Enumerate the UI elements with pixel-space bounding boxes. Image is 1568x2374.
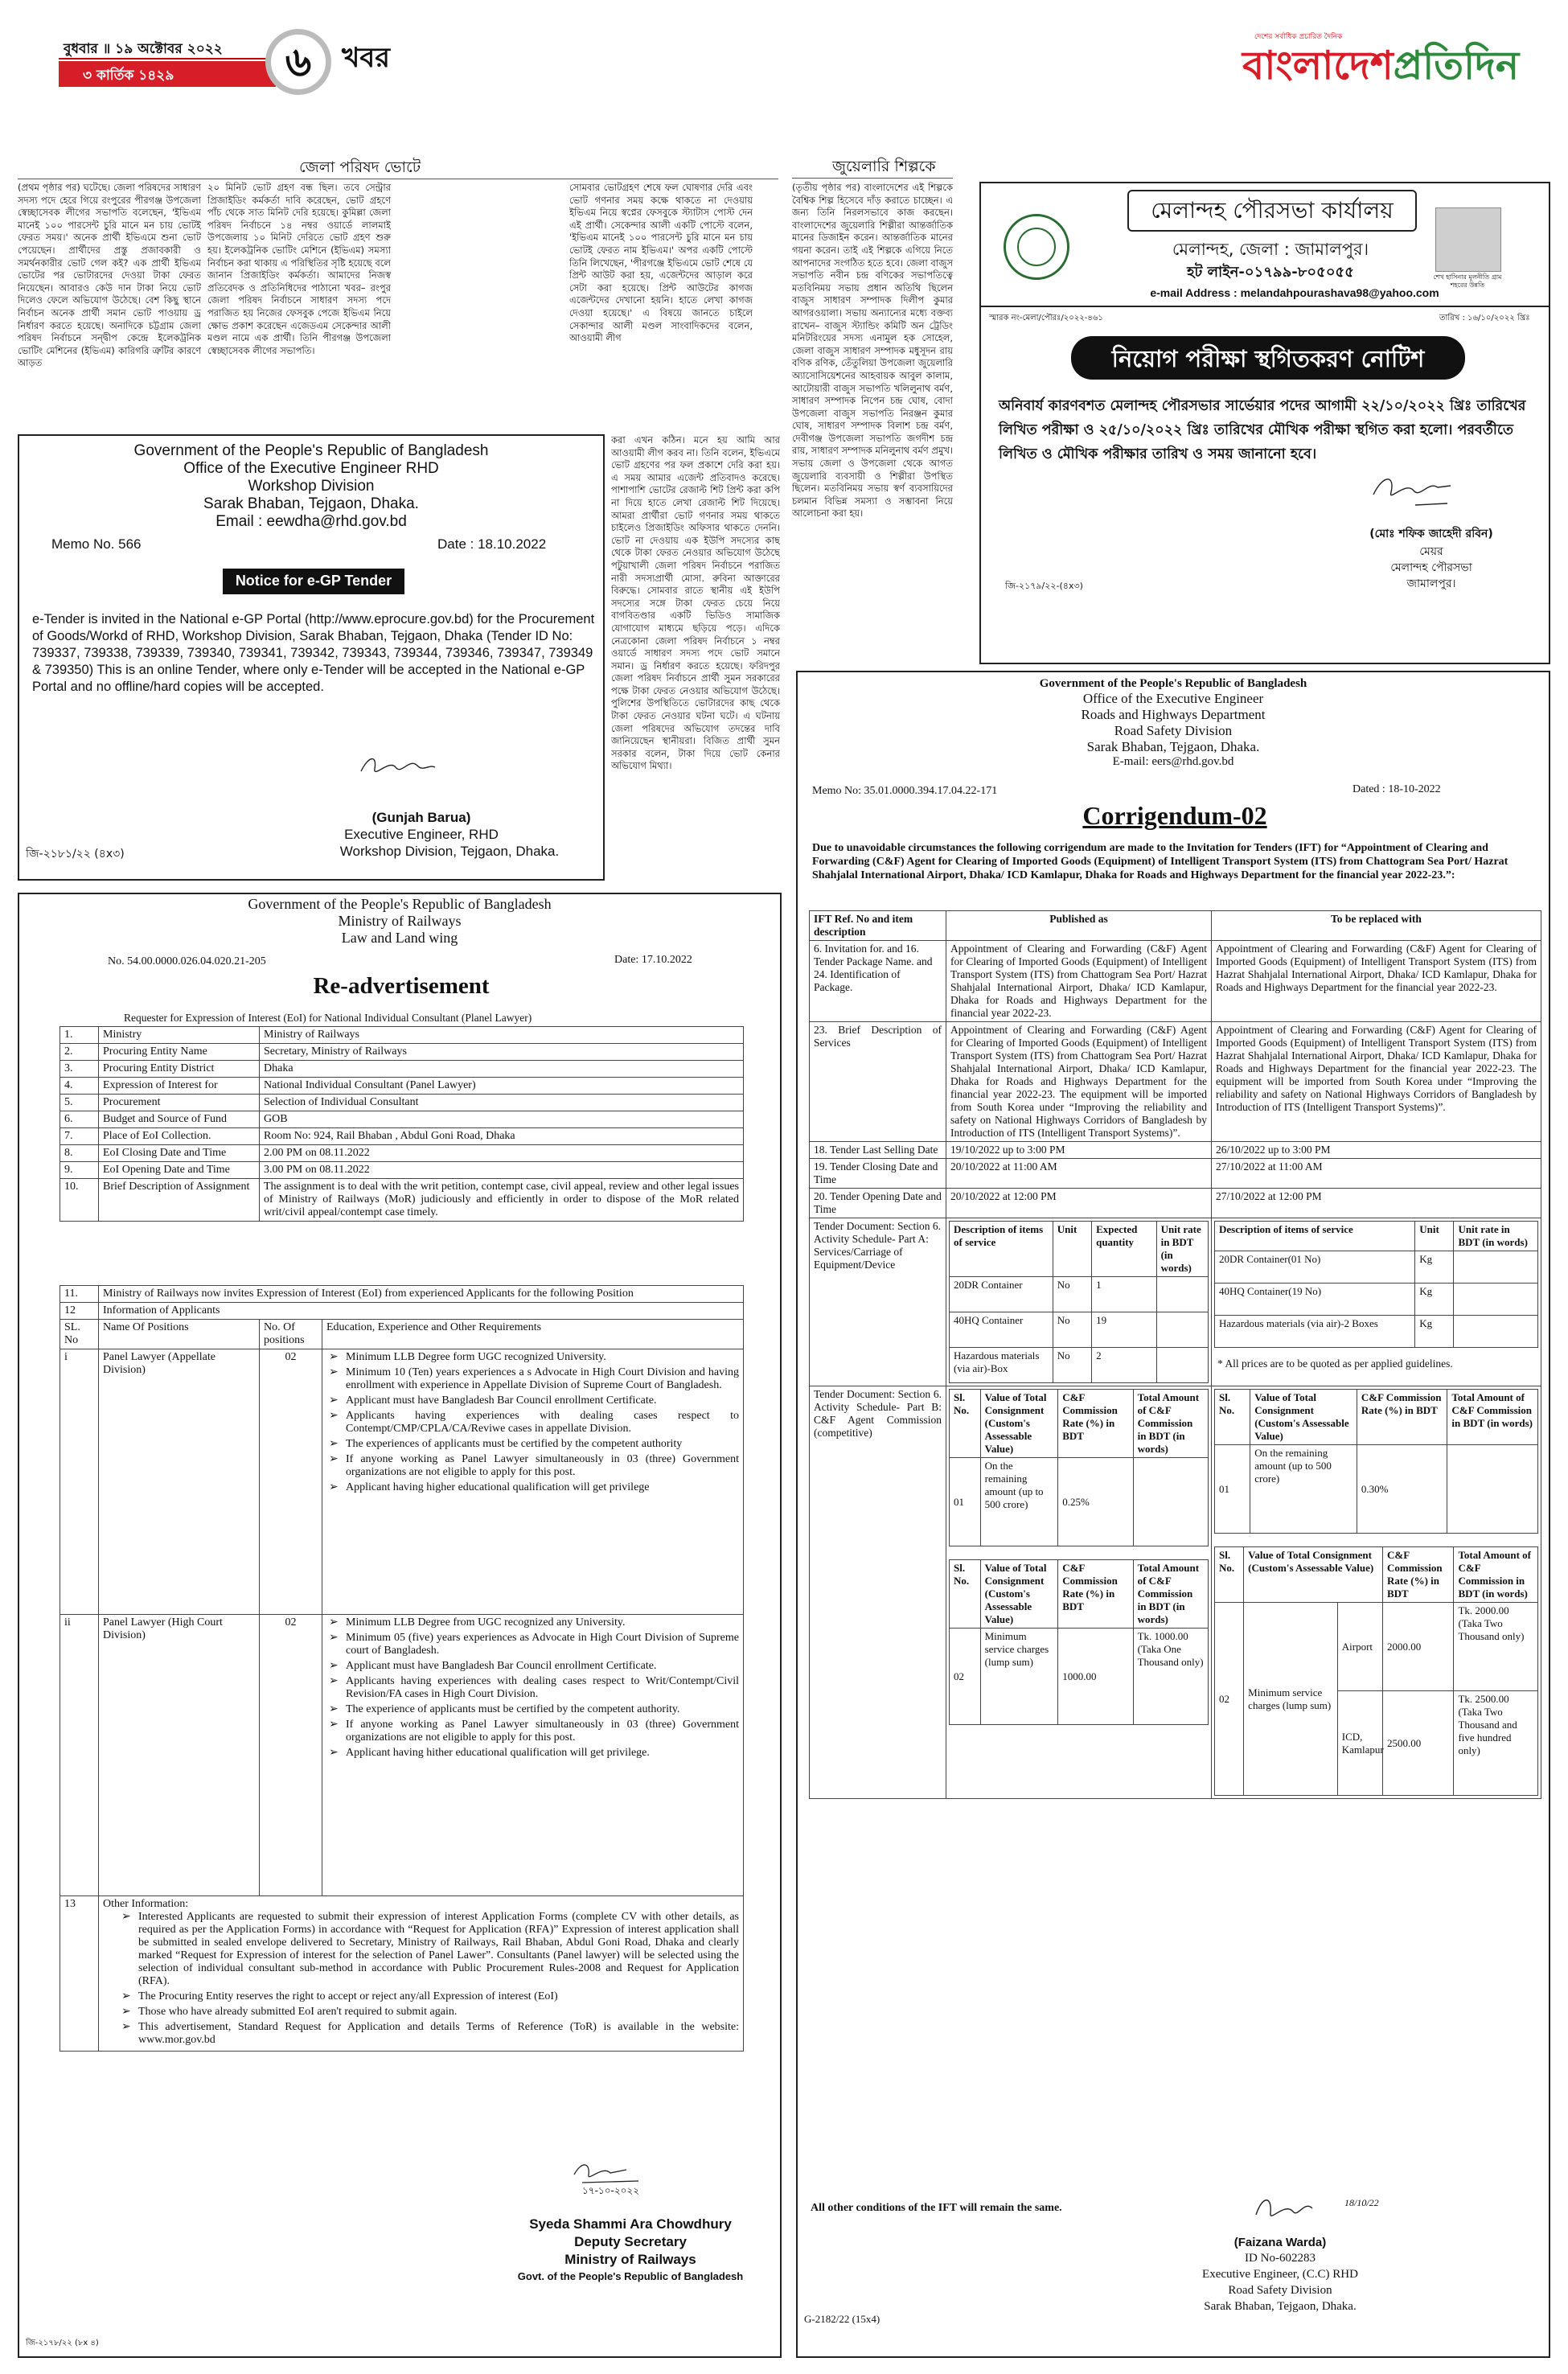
bangla-date: ৩ কার্তিক ১৪২৯ (59, 61, 276, 87)
pourashava-sig-office: মেলান্দহ পৌরসভা (1390, 561, 1472, 574)
info-row-label: EoI Opening Date and Time (99, 1162, 260, 1179)
corr-intro: Due to unavoidable circumstances the following corrigendum are made to the Invitation for Tenders (IFT) for “Appointment of Clearing and Forwarding (C&F) Agent for Clearing of Imported Goods (Equipment) of Intelligent Transport System (ITS) from Chattogram Sea Port/ Hazrat Shahjalal International Airport, Dhaka/ ICD Kamlapur, Dhaka for Roads and Highways Department for the financial year 2022-23.”: (812, 842, 1508, 881)
position-row-2 (60, 1615, 744, 1896)
corr-row-closing-ref: 19. Tender Closing Date and Time (810, 1159, 946, 1189)
railway-readvertisement (18, 893, 782, 2358)
info-row-value: Ministry of Railways (260, 1027, 744, 1044)
position-1-count: 02 (260, 1349, 322, 1615)
row-11 (60, 1286, 744, 1303)
part-c-old-h-val: Value of Total Consignment (Custom's Assessable Value) (980, 1560, 1058, 1629)
info-row-value: Dhaka (260, 1061, 744, 1078)
part-c-new-header (1215, 1547, 1538, 1603)
part-a-old-row (950, 1277, 1209, 1312)
part-a-new-unit: Kg (1415, 1251, 1454, 1284)
rhd-corrigendum (796, 671, 1550, 2358)
position-row-1 (60, 1349, 744, 1615)
requirement-item: ➢ Applicants having experiences with dealing cases respect to Writ/Contempt/Civil Revision/FA cases in High Court Division. (326, 1675, 739, 1701)
info-row-value: Secretary, Ministry of Railways (260, 1044, 744, 1061)
corr-sig-address: Sarak Bhaban, Tejgaon, Dhaka. (1204, 2300, 1357, 2313)
corr-row-package-old: Appointment of Clearing and Forwarding (C&F) Agent for Clearing of Imported Goods (Equipment) of Intelligent Transport System (ITS) from Chattogram Sea Port/ Hazrat Shahjalal International Airport, Dhaka/ ICD Kamlapur, Dhaka for Roads and Highways Department for the financial year 2022-23. (946, 941, 1212, 1022)
corr-memo: Memo No: 35.01.0000.394.17.04.22-171 (812, 785, 998, 797)
part-b-old-rate: 0.25% (1058, 1458, 1133, 1546)
corr-row-closing-old: 20/10/2022 at 11:00 AM (946, 1159, 1212, 1189)
part-b-old-table (949, 1389, 1209, 1546)
part-a-old-table (949, 1221, 1209, 1383)
header-count: No. Of positions (260, 1320, 322, 1349)
railway-info-table (60, 1026, 744, 1222)
info-row (60, 1027, 744, 1044)
railway-gd: জি-২১৭৮/২২ (৮x ৪) (26, 2339, 99, 2347)
part-a-new-rate (1454, 1284, 1538, 1316)
info-row (60, 1078, 744, 1095)
part-b-old-h-rate: C&F Commission Rate (%) in BDT (1058, 1390, 1133, 1458)
corr-row-opening-new: 27/10/2022 at 12:00 PM (1212, 1189, 1541, 1218)
part-c-old-sl: 02 (950, 1629, 981, 1725)
part-c-old-header (950, 1560, 1209, 1629)
pourashava-hotline: হট লাইন-০১৭৯৯-৮০৫০৫৫ (1187, 264, 1354, 281)
pourashava-title: মেলান্দহ পৌরসভা কার্যালয় (1151, 197, 1394, 224)
position-2-sl: ii (60, 1615, 99, 1896)
other-info-item: ➢ This advertisement, Standard Request for Application and details Terms of Reference (ToR) is available in the website: www.mor.gov.bd (119, 2021, 739, 2047)
masthead (0, 0, 1568, 153)
rhd-tender-body: e-Tender is invited in the National e-GP Portal (http://www.eprocure.gov.bd) for the Procurement of Goods/Workd of RHD, Workshop Division, Sarak Bhaban, Tejgaon, Dhaka (Tender ID No: 739337, 739338, 739339, 739340, 739341, 739342, 739343, 739344, 739346, 739347, 739349 & 739350) This is an online Tender, where only e-Tender will be accepted in the National e-GP Portal and no offline/hard copies will be accepted. (32, 612, 595, 694)
story-column-1: (প্রথম পৃষ্ঠার পর) ঘটেছে। জেলা পরিষদের সাধারণ সদস্য পদে হেরে গিয়ে রংপুরের পীরগঞ্জ উপজেলা স্বেচ্ছাসেবক লীগের সভাপতি বলেছেন, 'ইভিএম মানেই ১০০ পারসেন্ট চুরি মানে মন চায় ভোটই ফেরত সময়।' অনেক প্রার্থী ইভিএমে শুনা ভোট পেয়েছেন। প্রার্থীদের প্রস্তু প্রজাবকারী ও সমর্থনকারীর ভোট গেল কই? এক প্রার্থী ইভিএম ভোটের পর ভোটারদের দেওয়া টাকা ফেরত নিয়েছেন। আবারও কেউ দান টাকা নিয়ে ভোট দিলেও ফেলে অভিযোগ উঠেছে। বেশ কিছু স্থানে নির্বাচন অনেক প্রার্থী সমান ভোট পাওয়ায় ড্র নির্ধারণ করতে হয়েছে। অনাদিকে চট্টগ্রাম জেলা পরিষদ নির্বাচনে সন্দ্বীপ কেন্দ্রে ইলেকট্রনিক ভোটিং মেশিনের (ইভিএম) কারিগরি ত্রুটির কারণে আড়ত (18, 182, 201, 369)
part-c-old-tot: Tk. 1000.00 (Taka One Thousand only) (1133, 1629, 1208, 1725)
row-12-no: 12 (60, 1303, 99, 1320)
header-sl: SL. No (60, 1320, 99, 1349)
part-c-new-h-val: Value of Total Consignment (Custom's Assessable Value) (1244, 1547, 1383, 1603)
requirement-item: ➢ Minimum LLB Degree from UGC recognized any University. (326, 1616, 739, 1629)
info-row-value: Room No: 924, Rail Bhaban , Abdul Goni Road, Dhaka (260, 1128, 744, 1145)
railway-sig-designation: Deputy Secretary (574, 2234, 687, 2249)
part-a-new-row (1215, 1284, 1538, 1316)
part-a-old-h-unit: Unit (1053, 1222, 1091, 1277)
part-a-old-desc: Hazardous materials (via air)-Box (950, 1348, 1053, 1383)
corr-header (810, 911, 1541, 941)
rhd-division-line: Workshop Division (248, 478, 375, 495)
railway-handwritten-date: ১৭-১০-২০২২ (582, 2185, 640, 2196)
info-row (60, 1044, 744, 1061)
part-b-new-h-rate: C&F Commission Rate (%) in BDT (1357, 1390, 1447, 1445)
part-b-old-row (950, 1458, 1209, 1546)
story-column-3: সোমবার ভোটগ্রহণ শেষে ফল ঘোষণার দেরি এবং ভোট গণনার সময় কক্ষে থাকতে না দেওয়ায় ইভিএম নিয়ে স্বপ্নের ফেসবুকে স্ট্যাটাস পোস্ট দেন এই প্রার্থী। সেকেন্দার আলী একটি পোস্টে বলেন, 'ইভিএম মানেই ১০০ পারসেন্ট চুরি মানে মন চায় ভোটই ফেরত নাম ইভিএম।' অপর একটি পোস্টে তিনি লিখেছেন, 'পীরগঞ্জে ইভিএমে ভোট শেষে যে প্রিন্ট আউট করা হয়, এজেন্টদের আড়াল করে সেটা করা হয়েছে। প্রিন্ট আউটের কাগজ এজেন্টদের দেখানো হয়নি। হাতে লেখা কাগজ দেওয়া হয়েছে।' এ বিষয়ে জানতে চাইলে সেকান্দার আলী মণ্ডল সাংবাদিকদের বলেন, আওয়ামী লীগ (569, 182, 753, 344)
info-row-number: 7. (60, 1128, 99, 1145)
signature-scribble-icon (1248, 2191, 1344, 2227)
corr-row-selling-new: 26/10/2022 up to 3:00 PM (1212, 1142, 1541, 1159)
signature-scribble-icon (357, 751, 437, 782)
pourashava-gd: জি-২১৭৯/২২-(৪x৩) (1005, 581, 1083, 591)
part-a-old-qty: 19 (1092, 1312, 1157, 1348)
corr-row-opening-old: 20/10/2022 at 12:00 PM (946, 1189, 1212, 1218)
part-a-new-row (1215, 1251, 1538, 1284)
part-a-new-desc: 20DR Container(01 No) (1215, 1251, 1415, 1284)
info-row (60, 1061, 744, 1078)
corr-office-line: Office of the Executive Engineer (1082, 691, 1264, 706)
position-2-name: Panel Lawyer (High Court Division) (99, 1615, 260, 1896)
part-b-old-h-sl: Sl. No. (950, 1390, 981, 1458)
railway-sig-ministry: Ministry of Railways (564, 2252, 696, 2267)
part-c-new-place-1: Airport (1337, 1603, 1382, 1691)
railway-title: Re-advertisement (313, 973, 490, 999)
part-a-new-desc: Hazardous materials (via air)-2 Boxes (1215, 1316, 1415, 1348)
part-b-old-tot (1133, 1458, 1208, 1546)
info-row (60, 1162, 744, 1179)
corr-handwritten-date: 18/10/22 (1344, 2197, 1379, 2208)
signature-scribble-icon (1367, 466, 1455, 511)
part-c-new-val: Minimum service charges (lump sum) (1244, 1603, 1338, 1796)
position-1-requirements (322, 1349, 744, 1615)
info-row-label: Procuring Entity District (99, 1061, 260, 1078)
jewelry-rule (792, 178, 953, 179)
info-row-number: 3. (60, 1061, 99, 1078)
position-2-count: 02 (260, 1615, 322, 1896)
pourashava-notice-title: নিয়োগ পরীক্ষা স্থগিতকরণ নোটিশ (1071, 336, 1465, 380)
rhd-sign-name: (Gunjah Barua) (371, 810, 471, 825)
part-b-new-tot (1447, 1445, 1538, 1534)
corr-footer-note: All other conditions of the IFT will remain the same. (811, 2202, 1062, 2214)
corr-row-selling-ref: 18. Tender Last Selling Date (810, 1142, 946, 1159)
info-row-label: Ministry (99, 1027, 260, 1044)
corr-part-a-new (1212, 1218, 1541, 1386)
row-11-text: Ministry of Railways now invites Expression of Interest (EoI) from experienced Applicants for the following Position (99, 1286, 744, 1303)
requirement-item: ➢ Applicant must have Bangladesh Bar Council enrollment Certificate. (326, 1660, 739, 1673)
part-a-new-header (1215, 1222, 1538, 1251)
requirement-item: ➢ The experience of applicants must be certified by the competent authority. (326, 1703, 739, 1716)
part-c-new-rate-2: 2500.00 (1383, 1691, 1454, 1796)
corr-email-line: E-mail: eers@rhd.gov.bd (1112, 755, 1234, 768)
row-13-body (99, 1896, 744, 2052)
part-b-new-val: On the remaining amount (up to 500 crore) (1250, 1445, 1357, 1534)
requirement-item: ➢ Applicant must have Bangladesh Bar Council enrollment Certificate. (326, 1394, 739, 1407)
info-row-label: Expression of Interest for (99, 1078, 260, 1095)
part-a-old-rate (1156, 1277, 1208, 1312)
pourashava-emblem-icon (1004, 214, 1069, 280)
pourashava-rule (981, 306, 1550, 307)
part-b-new-h-tot: Total Amount of C&F Commission in BDT (in words) (1447, 1390, 1538, 1445)
corr-row-opening (810, 1189, 1541, 1218)
part-a-old-header (950, 1222, 1209, 1277)
corr-part-b-new (1212, 1386, 1541, 1799)
jewelry-headline: জুয়েলারি শিল্পকে (832, 158, 936, 175)
corr-row-part-a-ref: Tender Document: Section 6. Activity Schedule- Part A: Services/Carriage of Equipment/Device (810, 1218, 946, 1386)
position-2-requirements (322, 1615, 744, 1896)
part-a-note: * All prices are to be quoted as per applied guidelines. (1217, 1357, 1453, 1370)
row-12-text: Information of Applicants (99, 1303, 744, 1320)
header-position: Name Of Positions (99, 1320, 260, 1349)
part-a-old-h-qty: Expected quantity (1092, 1222, 1157, 1277)
story-column-2: ২০ মিনিট ভোট গ্রহণ বন্ধ ছিল। তবে সেন্ট্রার প্রিজাইডিং কর্মকর্তা দাবি করেছেন, ভোট গ্রহণে পাঁচ থেকে সাত মিনিট দেরি হয়েছে। কুমিল্লা জেলা পরিষদ নির্বাচনে ১৪ নম্বর ওয়ার্ডে লালমাই উপজেলায় ১০ মিনিট দেরিতে ভোট গ্রহণ শুরু হয়। ইলেকট্রনিক ভোটিং মেশিনে (ইভিএম) সমস্যা নির্বাচন করা থাকায় এ পরিস্থিতির সৃষ্টি হয়েছে বলে জানান প্রিজাইডিং কর্মকর্তা। আমাদের নিজস্ব প্রতিবেদক ও প্রতিনিধিদের পাঠানো খবর– রংপুর জেলা পরিষদ নির্বাচনে সাধারণ সদস্য পদে পরাজিত হয় নিজের ফেসবুক পেজে ইভিএম নিয়ে ক্ষোভ প্রকাশ করেছেন এজেডএম সেকেন্দার আলী মণ্ডল নামে এক প্রার্থী। তিনি পীরগঞ্জ উপজেলা স্বেচ্ছাসেবক লীগের সভাপতি। (207, 182, 391, 356)
part-a-old-desc: 20DR Container (950, 1277, 1053, 1312)
corr-row-services-old: Appointment of Clearing and Forwarding (C&F) Agent for Clearing of Imported Goods (Equipment) of Intelligent Transport System (ITS) from Chattogram Sea Port/ Hazrat Shahjalal International Airport, Dhaka/ ICD Kamlapur, Dhaka for Roads and Highways Department for the financial year 2022-23. The equipment will be imported from South Korea under “Improving the reliability and safety on National Highways Corridors of Bangladesh by Introduction of ITS (Intelligent Transport Systems)”. (946, 1022, 1212, 1142)
info-row-number: 8. (60, 1145, 99, 1162)
part-c-new-place-2: ICD, Kamlapur (1337, 1691, 1382, 1796)
part-c-new-table (1214, 1546, 1538, 1796)
part-b-old-sl: 01 (950, 1458, 981, 1546)
part-c-old-table (949, 1559, 1209, 1725)
corr-header-published: Published as (946, 911, 1212, 941)
railway-ministry-line: Ministry of Railways (338, 913, 462, 929)
pourashava-sig-district: জামালপুর। (1406, 577, 1456, 590)
pourashava-ref: স্মারক নং-মেলা/পৌরঃ/২০২২-৪৬১ (989, 314, 1103, 322)
portrait-caption: শেখ হাসিনার মূলনীতি গ্রাম শহরের উন্নতি (1433, 273, 1502, 289)
corr-row-package (810, 941, 1541, 1022)
logo-word-2: প্রতিদিন (1393, 43, 1520, 88)
corr-row-closing-new: 27/10/2022 at 11:00 AM (1212, 1159, 1541, 1189)
position-1-name: Panel Lawyer (Appellate Division) (99, 1349, 260, 1615)
corr-signature (1248, 2191, 1344, 2227)
requirement-item: ➢ Minimum LLB Degree form UGC recognized University. (326, 1351, 739, 1364)
pourashava-signature (1367, 466, 1455, 511)
corrigendum-table (809, 910, 1541, 1799)
requirement-item: ➢ If anyone working as Panel Lawyer simultaneously in 03 (three) Government organizations are not eligible to apply for this post. (326, 1719, 739, 1744)
pourashava-date: তারিখ : ১৬/১০/২০২২ খ্রিঃ (1439, 314, 1530, 322)
corr-row-services-ref: 23. Brief Description of Services (810, 1022, 946, 1142)
corr-sig-division: Road Safety Division (1228, 2284, 1332, 2297)
info-row-value: Selection of Individual Consultant (260, 1095, 744, 1111)
part-a-new-h-desc: Description of items of service (1215, 1222, 1415, 1251)
corr-row-services (810, 1022, 1541, 1142)
railway-date: Date: 17.10.2022 (614, 954, 692, 966)
info-row-label: Brief Description of Assignment (99, 1179, 260, 1222)
other-info-item: ➢ Those who have already submitted EoI aren't required to submit again. (119, 2006, 739, 2019)
info-row-value: National Individual Consultant (Panel Lawyer) (260, 1078, 744, 1095)
info-row-number: 9. (60, 1162, 99, 1179)
pourashava-sig-designation: মেয়র (1419, 545, 1443, 558)
corr-title: Corrigendum-02 (1082, 801, 1267, 830)
railway-gov-line: Government of the People's Republic of Bangladesh (248, 896, 552, 912)
part-a-old-row (950, 1312, 1209, 1348)
row-13-no: 13 (60, 1896, 99, 2052)
railway-sig-name: Syeda Shammi Ara Chowdhury (529, 2216, 732, 2232)
page-number: ৬ (285, 39, 312, 85)
part-c-new-total-1: Tk. 2000.00 (Taka Two Thousand only) (1454, 1603, 1538, 1691)
part-a-old-row (950, 1348, 1209, 1383)
info-row-value: GOB (260, 1111, 744, 1128)
rhd-sign-designation: Executive Engineer, RHD (344, 827, 499, 842)
other-info-item: ➢ Interested Applicants are requested to submit their expression of interest Application Forms (complete CV with other details, as required as per the Application Forms) in accordance with “Request for Application (RFA)” Expression of interest application shall be submitted in sealed envelope delivered to Secretary, Ministry of Railways, Rail Bhaban, Abdul Goni Road, Dhaka and clearly marked “Request for Expression of interest for the selection of Panel Lawer”. Consultants (Panel lawyer) will be selected using the selection of individual consultant sub-method in accordance with Public Procurement Rules-2008 and Request for Application (RFA). (119, 1911, 739, 1988)
part-b-new-row (1215, 1445, 1538, 1534)
part-c-old-h-tot: Total Amount of C&F Commission in BDT (in words) (1133, 1560, 1208, 1629)
part-c-old-h-sl: Sl. No. (950, 1560, 981, 1629)
header-requirements: Education, Experience and Other Requirements (322, 1320, 744, 1349)
corr-row-part-a (810, 1218, 1541, 1386)
part-a-new-h-rate: Unit rate in BDT (in words) (1454, 1222, 1538, 1251)
part-a-old-desc: 40HQ Container (950, 1312, 1053, 1348)
part-b-new-h-val: Value of Total Consignment (Custom's Assessable Value) (1250, 1390, 1357, 1445)
info-row-number: 1. (60, 1027, 99, 1044)
part-c-old-val: Minimum service charges (lump sum) (980, 1629, 1058, 1725)
corr-sig-id: ID No-602283 (1245, 2252, 1316, 2265)
corr-row-opening-ref: 20. Tender Opening Date and Time (810, 1189, 946, 1218)
pourashava-email: e-mail Address : melandahpourashava98@yahoo.com (1150, 286, 1439, 299)
railway-sig-government: Govt. of the People's Republic of Bangladesh (517, 2270, 744, 2282)
part-c-old-h-rate: C&F Commission Rate (%) in BDT (1058, 1560, 1133, 1629)
part-c-old-rate: 1000.00 (1058, 1629, 1133, 1725)
info-row-value: The assignment is to deal with the writ petition, contempt case, civil appeal, review and other legal issues of Ministry of Railways (MoR) judiciously and efficiently in order to dispose of the MoR related writ/civil appeal/contempt case timely. (260, 1179, 744, 1222)
part-a-new-rate (1454, 1316, 1538, 1348)
position-1-sl: i (60, 1349, 99, 1615)
part-b-new-h-sl: Sl. No. (1215, 1390, 1250, 1445)
corr-header-ref: IFT Ref. No and item description (810, 911, 946, 941)
info-row (60, 1128, 744, 1145)
pourashava-notice (979, 182, 1550, 664)
part-a-new-unit: Kg (1415, 1316, 1454, 1348)
info-row-value: 3.00 PM on 08.11.2022 (260, 1162, 744, 1179)
info-row-number: 6. (60, 1111, 99, 1128)
info-row-label: Procuring Entity Name (99, 1044, 260, 1061)
corr-sig-designation: Executive Engineer, (C.C) RHD (1202, 2268, 1358, 2281)
corr-address-line: Sarak Bhaban, Tejgaon, Dhaka. (1086, 739, 1260, 754)
corr-row-selling-old: 19/10/2022 up to 3:00 PM (946, 1142, 1212, 1159)
corr-division-line: Road Safety Division (1114, 723, 1233, 738)
corr-date: Dated : 18-10-2022 (1353, 783, 1441, 795)
jewelry-text: (তৃতীয় পৃষ্ঠার পর) বাংলাদেশের এই শিল্পকে বৈশ্বিক শিল্প হিসেবে দাঁড় করাতে চাচ্ছেন। এ জন্য তিনি নিরলসভাবে কাজ করছেন। বাংলাদেশের জুয়েলারি শিল্পীরা আন্তর্জাতিক মানের ডিজাইন করেন। আন্তর্জাতিক মানের গয়না করেন। তাই এই শিল্পকে এগিয়ে নিতে আপনাদের সংগঠিত হতে হবে। জেলা বাজুস সভাপতি নবীন চন্দ্র বণিকের সভাপতিত্বে মতবিনিময় সভায় প্রধান অতিথি ছিলেন বাজুস সাধারণ সম্পাদক দিলীপ কুমার আগরওয়ালা। সভায় অন্যান্যের মধ্যে বক্তব্য রাখেন– বাজুস স্ট্যান্ডিং কমিটি অন ট্রেডিং মনিটরিংয়ের সদস্য এনামুল হক সোহেল, জেলা বাজুস সাধারণ সম্পাদক মধুসূদন রায় বণিক রণিক, তেঁতুলিয়া উপজেলা জুয়েলারি অ্যাসোসিয়েশনের আহবায়ক আবুল কালাম, আটোয়ারী বাজুস সভাপতি খলিলুনাথ বর্মণ, সাধারণ সম্পাদক নিপেন চন্দ্র ঘোষ, বোদা উপজেলা বাজুস সভাপতি নিরঞ্জন কুমার ঘোষ, সাধারণ সম্পাদক বিলাশ চন্দ্র বর্মণ, দেবীগঞ্জ উপজেলা সভাপতি জগদীশ চন্দ্র রায়, সাধারণ সম্পাদক মনিলুনাথ বর্মণ প্রমুখ। সভায় জেলা ও উপজেলা থেকে আগত জুয়েলারি ব্যবসায়ী ও শিল্পীরা উপস্থিত ছিলেন। মতবিনিময় সভায় স্বর্ণ ব্যবসায়িদের চলমান বিভিন্ন সমস্যা ও সম্ভাবনা নিয়ে আলোচনা করা হয়। (792, 182, 953, 520)
rhd-office-line: Office of the Executive Engineer RHD (183, 460, 439, 477)
corr-sig-name: (Faizana Warda) (1233, 2236, 1327, 2249)
requirement-item: ➢ If anyone working as Panel Lawyer simultaneously in 03 (three) Government organizations are not eligible to apply for this post. (326, 1453, 739, 1479)
info-row-value: 2.00 PM on 08.11.2022 (260, 1145, 744, 1162)
row-12 (60, 1303, 744, 1320)
corr-row-part-b-ref: Tender Document: Section 6. Activity Schedule- Part B: C&F Agent Commission (competitive) (810, 1386, 946, 1799)
row-13-title: Other Information: (103, 1898, 189, 1910)
info-row-label: Procurement (99, 1095, 260, 1111)
positions-header (60, 1320, 744, 1349)
info-row-label: Budget and Source of Fund (99, 1111, 260, 1128)
corr-gov-line: Government of the People's Republic of Bangladesh (1039, 677, 1307, 690)
requirement-item: ➢ Applicants having experiences with dealing cases respect to Contempt/CMP/CPLA/CA/Reviwe cases in appellate Division. (326, 1410, 739, 1435)
logo-tagline: দেশের সর্বাধিক প্রচারিত দৈনিক (1254, 33, 1343, 41)
part-c-new-total-2: Tk. 2500.00 (Taka Two Thousand and five hundred only) (1454, 1691, 1538, 1796)
part-b-old-header (950, 1390, 1209, 1458)
part-a-new-rate (1454, 1251, 1538, 1284)
rhd-gd-number: জি-২১৮১/২২ (৪x৩) (26, 848, 125, 860)
info-row (60, 1095, 744, 1111)
part-a-new-table (1214, 1221, 1538, 1348)
part-a-old-unit: No (1053, 1277, 1091, 1312)
part-a-new-row (1215, 1316, 1538, 1348)
part-a-old-unit: No (1053, 1312, 1091, 1348)
corr-row-part-b (810, 1386, 1541, 1799)
story-column-4: করা এখন কঠিন। মনে হয় আমি আর আওয়ামী লীগ করব না। তিনি বলেন, ইভিএমে ভোট গ্রহণের পর ফল প্রকাশে দেরি করা হয়। এ সময় আমার এজেন্ট প্রতিবাদও করেছে। পাশাপাশি ভোটের রেজাল্ট শিট প্রিন্ট করা কপি না দিয়ে হাতে লেখা রেজাল্ট শিট দিয়েছে। আমরা প্রার্থীরা ভোট গণনার সময় থাকতে চাইলেও প্রিজাইডিং অফিসার থাকতে দেননি। ভোট না দেওয়ায় এক ইউপি সদস্যের কাছ থেকে টাকা ফেরত নেওয়ার অভিযোগ উঠেছে পটুয়াখালী জেলা পরিষদ নির্বাচনে পরাজিত নারী সদস্যপ্রার্থী মোসা. রুবিনা আক্তারের বিরুদ্ধে। সোমবার রাতে স্থানীয় এই ইউপি সদস্যের সঙ্গে টাকা ফেরত চেয়ে নিয়ে বাগবিতণ্ডার একটি ভিডিও সামাজিক যোগাযোগ মাধ্যমে ছড়িয়ে পড়ে। এদিকে নেত্রকোনা জেলা পরিষদ নির্বাচনে ১ নম্বর ওয়ার্ডে সাধারণ সদস্য পদে ভোট সমানে সমান। ড্র নির্ধারণ করতে হয়েছে। ফরিদপুর জেলা পরিষদ নির্বাচনে প্রার্থী সুমন সরকারের পক্ষে টাকা ফেরত নেওয়ার অভিযোগ উঠেছে। পুলিশের উপস্থিতিতে ভোটারদের কাছ থেকে টাকা ফেরত নেওয়ার ঘটনা ঘটে। এ ঘটনায় জেলা পরিষদের অভিযোগ তদন্তের দাবি জানিয়েছেন স্থানীয়রা। বিজিত প্রার্থী সুমন সরকার বলেন, টাকা দিয়ে ভোট কেনার অভিযোগ মিথ্যা। (611, 434, 780, 772)
part-b-new-header (1215, 1390, 1538, 1445)
info-row (60, 1145, 744, 1162)
part-a-old-rate (1156, 1312, 1208, 1348)
rhd-memo: Memo No. 566 (51, 536, 142, 552)
part-a-new-desc: 40HQ Container(19 No) (1215, 1284, 1415, 1316)
part-b-old-h-tot: Total Amount of C&F Commission in BDT (in words) (1133, 1390, 1208, 1458)
requirement-item: ➢ Applicant having higher educational qualification will get privilege (326, 1481, 739, 1494)
part-a-new-h-unit: Unit (1415, 1222, 1454, 1251)
info-row (60, 1111, 744, 1128)
part-b-old-val: On the remaining amount (up to 500 crore) (980, 1458, 1058, 1546)
section-title: খবর (342, 42, 390, 74)
part-a-old-h-rate: Unit rate in BDT (in words) (1156, 1222, 1208, 1277)
part-a-old-unit: No (1053, 1348, 1091, 1383)
rhd-email-line: Email : eewdha@rhd.gov.bd (215, 513, 407, 530)
corr-gd: G-2182/22 (15x4) (804, 2313, 880, 2325)
part-c-new-h-sl: Sl. No. (1215, 1547, 1244, 1603)
rhd-notice-badge: Notice for e-GP Tender (223, 569, 404, 594)
pourashava-address: মেলান্দহ, জেলা : জামালপুর। (1172, 240, 1369, 259)
rhd-workshop-tender (18, 434, 605, 881)
info-row-number: 5. (60, 1095, 99, 1111)
pourashava-sig-name: (মোঃ শফিক জাহেদী রবিন) (1369, 528, 1493, 540)
other-info-item: ➢ The Procuring Entity reserves the right to accept or reject any/all Expression of interest (EoI) (119, 1990, 739, 2003)
railway-subtitle: Requester for Expression of Interest (EoI) for National Individual Consultant (Planel Lawyer) (124, 1012, 532, 1024)
rhd-address-line: Sarak Bhaban, Tejgaon, Dhaka. (203, 495, 419, 512)
part-b-new-rate: 0.30% (1357, 1445, 1447, 1534)
corr-row-selling (810, 1142, 1541, 1159)
rhd-sign-office: Workshop Division, Tejgaon, Dhaka. (339, 844, 560, 859)
story-headline: জেলা পরিষদ ভোটে (299, 158, 421, 176)
corr-dept-line: Roads and Highways Department (1081, 707, 1266, 722)
part-c-new-row-airport (1215, 1603, 1538, 1691)
date-line: বুধবার ॥ ১৯ অক্টোবর ২০২২ (59, 35, 276, 60)
part-c-new-sl: 02 (1215, 1603, 1244, 1796)
info-row-label: EoI Closing Date and Time (99, 1145, 260, 1162)
part-a-old-qty: 1 (1092, 1277, 1157, 1312)
requirement-item: ➢ The experiences of applicants must be certified by the competent authority (326, 1438, 739, 1451)
requirement-item: ➢ Minimum 10 (Ten) years experiences a s Advocate in High Court Division and having enrollment with experience in Appellate Division of Supreme Court of Bangladesh. (326, 1366, 739, 1392)
rhd-gov-line: Government of the People's Republic of Bangladesh (133, 442, 489, 459)
rhd-date: Date : 18.10.2022 (437, 536, 547, 552)
requirement-item: ➢ Applicant having hither educational qualification will get privilege. (326, 1747, 739, 1760)
part-a-old-h-desc: Description of items of service (950, 1222, 1053, 1277)
railway-memo: No. 54.00.0000.026.04.020.21-205 (108, 955, 266, 967)
info-row (60, 1179, 744, 1222)
info-row-number: 4. (60, 1078, 99, 1095)
corr-row-package-ref: 6. Invitation for. and 16. Tender Package Name. and 24. Identification of Package. (810, 941, 946, 1022)
corr-row-closing (810, 1159, 1541, 1189)
part-a-new-unit: Kg (1415, 1284, 1454, 1316)
info-row-label: Place of EoI Collection. (99, 1128, 260, 1145)
corr-part-a-old (946, 1218, 1212, 1386)
part-c-new-h-tot: Total Amount of C&F Commission in BDT (in words) (1454, 1547, 1538, 1603)
corr-row-package-new: Appointment of Clearing and Forwarding (C&F) Agent for Clearing of Imported Goods (Equipment) of Intelligent Transport System (ITS) from Hazrat Shahjalal International Airport, Dhaka/ ICD Kamlapur, Dhaka for Roads and Highways Department for the financial year 2022-23. (1212, 941, 1541, 1022)
part-b-old-h-val: Value of Total Consignment (Custom's Assessable Value) (980, 1390, 1058, 1458)
corr-part-b-old (946, 1386, 1212, 1799)
row-13 (60, 1896, 744, 2052)
part-c-old-row (950, 1629, 1209, 1725)
railway-positions-table (60, 1285, 744, 2052)
part-c-new-rate-1: 2000.00 (1383, 1603, 1454, 1691)
info-row-number: 2. (60, 1044, 99, 1061)
pourashava-body: অনিবার্য কারণবশত মেলান্দহ পৌরসভার সার্ভেয়ার পদের আগামী ২২/১০/২০২২ খ্রিঃ তারিখের লিখিত পরীক্ষা ও ২৫/১০/২০২২ খ্রিঃ তারিখের মৌখিক পরীক্ষা স্থগিত করা হলো। পরবর্তীতে লিখিত ও মৌখিক পরীক্ষার তারিখ ও সময় জানানো হবে। (999, 398, 1526, 462)
part-a-old-rate (1156, 1348, 1208, 1383)
part-c-new-h-rate: C&F Commission Rate (%) in BDT (1383, 1547, 1454, 1603)
newspaper-logo (1242, 42, 1519, 90)
corr-row-services-new: Appointment of Clearing and Forwarding (C&F) Agent for Clearing of Imported Goods (Equipment) of Intelligent Transport System (ITS) from Hazrat Shahjalal International Airport, Dhaka/ ICD Kamlapur, Dhaka for Roads and Highways Department for the financial year 2022-23. The equipment will be imported from South Korea under “Improving the reliability and safety on National Highways Corridors of Bangladesh by Introduction of ITS (Intelligent Transport Systems)”. (1212, 1022, 1541, 1142)
requirement-item: ➢ Minimum 05 (five) years experiences as Advocate in High Court Division of Supreme court of Bangladesh. (326, 1632, 739, 1657)
corr-header-replaced: To be replaced with (1212, 911, 1541, 941)
railway-wing-line: Law and Land wing (341, 930, 458, 946)
part-b-new-sl: 01 (1215, 1445, 1250, 1534)
row-11-no: 11. (60, 1286, 99, 1303)
part-a-old-qty: 2 (1092, 1348, 1157, 1383)
info-row-number: 10. (60, 1179, 99, 1222)
part-b-new-table (1214, 1389, 1538, 1534)
rhd-signature (357, 751, 437, 782)
logo-word-1: বাংলাদেশ (1242, 43, 1394, 88)
